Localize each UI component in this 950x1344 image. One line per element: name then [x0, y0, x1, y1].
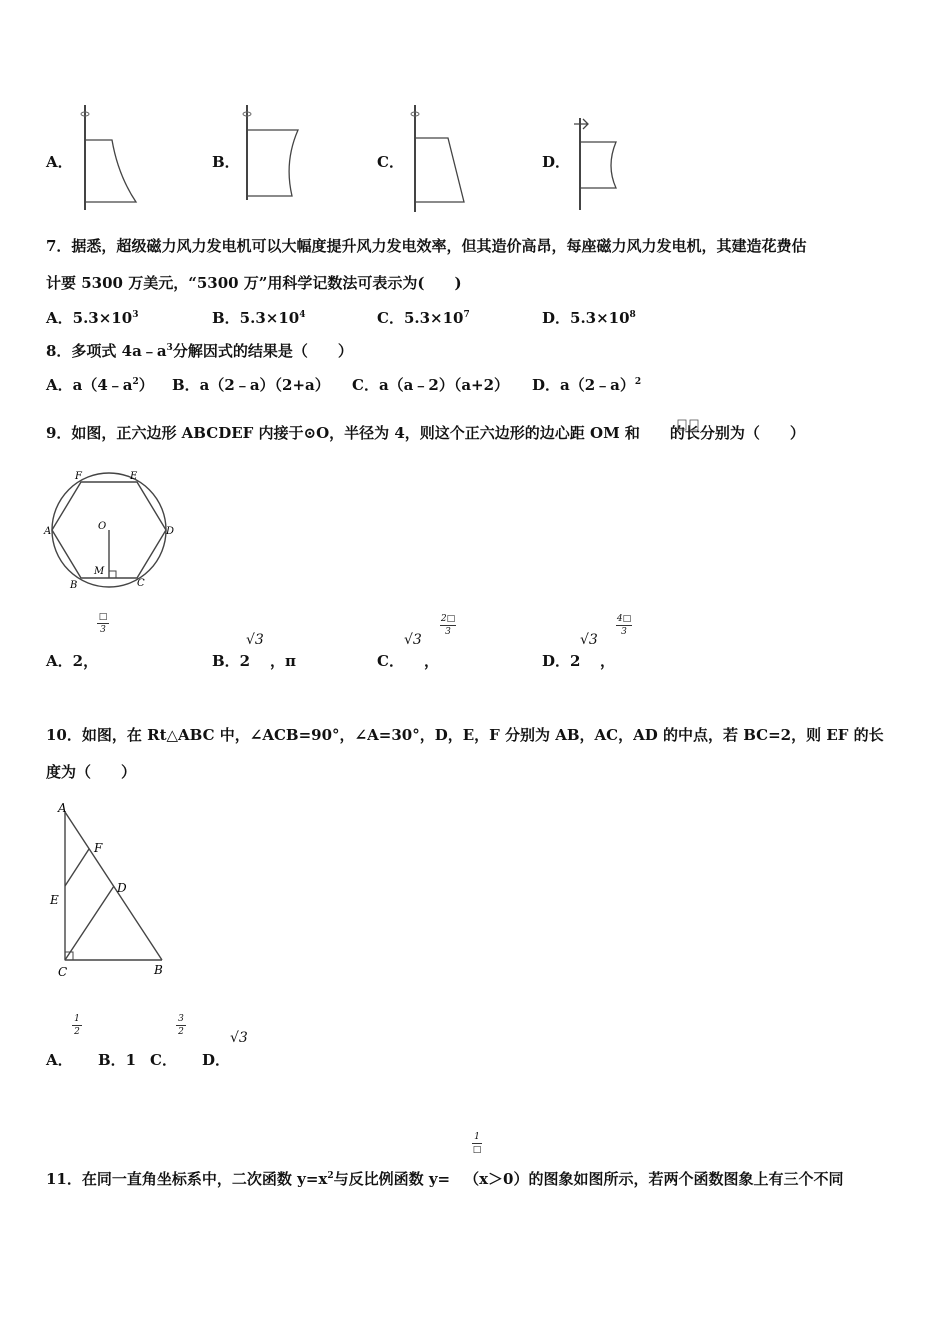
q10-stem-line1: 10．如图，在 Rt△ABC 中，∠ACB=90°，∠A=30°，D，E，F 分别为 AB，AC，AD 的中点，若 BC=2，则 EF 的长: [46, 726, 884, 744]
q10-option-d: D．: [202, 1051, 231, 1069]
q9-label-d: D: [166, 526, 175, 537]
q9-label-c: C: [137, 578, 145, 589]
q10-stem-line2: 度为（ ）: [46, 763, 137, 781]
q9-option-b-sqrt: √3: [246, 632, 264, 648]
q9-option-c: C．: [377, 652, 404, 670]
q7-option-a: A．$5.3\times 10^3$: [46, 309, 139, 327]
q6-figure-d: [566, 110, 636, 215]
q9-figure-hexagon: [42, 468, 182, 596]
q7-stem-line1: 7．据悉，超级磁力风力发电机可以大幅度提升风力发电效率，但其造价高昂，每座磁力风力发电机，其建造花费估: [46, 237, 807, 255]
q7-option-d: D．$5.3\times 10^8$: [542, 309, 636, 327]
q7-stem-line2: 计要 5300 万美元，“5300 万”用科学记数法可表示为( ): [46, 274, 462, 292]
q6-option-a-label: A．: [46, 153, 73, 171]
q10-label-c: C: [58, 965, 68, 979]
q10-label-d: D: [117, 881, 127, 895]
q9-option-a: A．2，: [46, 652, 99, 670]
q10-option-b: B．1: [98, 1051, 137, 1069]
q6-figure-a: [70, 100, 150, 215]
q9-option-d-sqrt: √3: [580, 632, 598, 648]
q8-option-a: A．$a(4﹣a^2)$: [46, 376, 154, 394]
q10-option-d-sqrt: √3: [230, 1030, 248, 1046]
q10-option-a-fraction: 1 2: [72, 1014, 82, 1037]
q8-option-c: C．a（a﹣2）（a+2）: [352, 376, 510, 394]
q10-label-e: E: [50, 893, 59, 907]
q8-option-d: D．a（2﹣a）$^2$: [532, 376, 642, 394]
q9-option-b-end: ，π: [270, 652, 296, 670]
q9-placeholder-symbol: [676, 418, 702, 432]
q9-option-d-fraction: 4□ 3: [616, 614, 632, 637]
q9-label-o: O: [98, 521, 107, 532]
q10-label-b: B: [154, 963, 163, 977]
q6-figure-c: [400, 100, 480, 215]
q8-option-b: B．a（2﹣a）（2+a）: [172, 376, 330, 394]
q9-option-c-end: ，: [424, 652, 440, 670]
q9-option-c-fraction: 2□ 3: [440, 614, 456, 637]
q8-stem: 8．多项式 $4a﹣a^3$分解因式的结果是（ ）: [46, 342, 353, 360]
q9-option-c-sqrt: √3: [404, 632, 422, 648]
q9-option-d-end: ，: [600, 652, 616, 670]
q6-option-b-label: B．: [212, 153, 240, 171]
q11-fraction: 1 □: [472, 1132, 482, 1155]
q9-option-b: B．2: [212, 652, 251, 670]
q9-label-m: M: [94, 566, 105, 577]
q9-option-a-fraction: □ 3: [98, 612, 108, 635]
q6-figure-b: [232, 100, 312, 215]
q9-label-a: A: [44, 526, 52, 537]
q10-label-a: A: [58, 801, 67, 815]
q10-option-c-fraction: 3 2: [176, 1014, 186, 1037]
q10-label-f: F: [94, 841, 103, 855]
q7-option-c: C．$5.3\times 10^7$: [377, 309, 470, 327]
q9-stem: 9．如图，正六边形 ABCDEF 内接于⊙O，半径为 4，则这个正六边形的边心距 OM 和 的长分别为（ ）: [46, 424, 805, 442]
q11-stem: 11．在同一直角坐标系中，二次函数 $y=x^2$与反比例函数 y= （x＞0）的图象如图所示，若两个函数图象上有三个不同: [46, 1170, 844, 1188]
q7-option-b: B．$5.3\times 10^4$: [212, 309, 306, 327]
q6-option-c-label: C．: [377, 153, 404, 171]
q10-figure-triangle: [44, 800, 178, 982]
q9-label-f: F: [75, 471, 82, 482]
q10-option-a: A．: [46, 1051, 73, 1069]
q9-label-b: B: [70, 580, 78, 591]
q9-option-d: D．2: [542, 652, 581, 670]
q6-option-d-label: D．: [542, 153, 571, 171]
q9-label-e: E: [130, 471, 138, 482]
q10-option-c: C．: [150, 1051, 177, 1069]
